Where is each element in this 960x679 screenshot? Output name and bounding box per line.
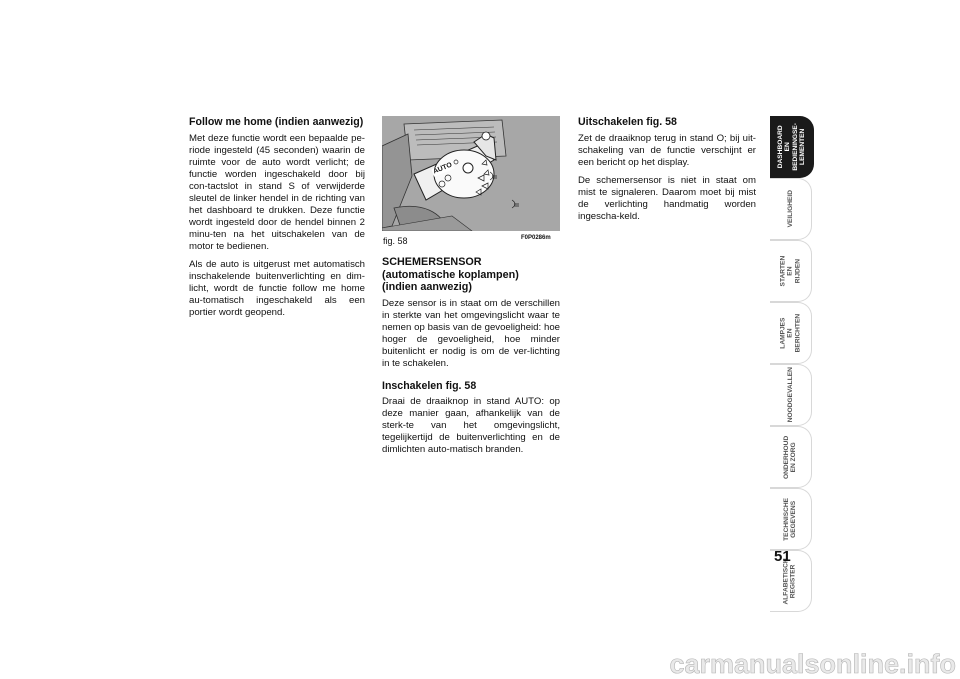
figure-caption: fig. 58	[383, 236, 408, 246]
tab-label: ONDERHOUD EN ZORG	[783, 435, 798, 479]
tab-label: ALFABETISCH REGISTER	[783, 557, 798, 605]
auto-label: AUTO	[432, 161, 454, 176]
uitschakelen-heading: Uitschakelen fig. 58	[578, 116, 677, 128]
tab-label: NOODGEVALLEN	[786, 367, 794, 423]
column-middle	[382, 256, 560, 462]
follow-me-home-heading: Follow me home (indien aanwezig)	[189, 116, 364, 128]
page-number: 51	[774, 548, 791, 565]
tab-label: VEILIGHEID	[786, 190, 794, 228]
tab-starten-en-rijden[interactable]	[770, 240, 812, 302]
tab-technische-gegevens[interactable]	[770, 488, 812, 550]
tab-label: TECHNISCHE GEGEVENS	[783, 497, 798, 541]
tab-noodgevallen[interactable]	[770, 364, 812, 426]
light-switch-drawing	[382, 116, 560, 231]
inschakelen-body: Draai de draaiknop in stand AUTO: op deze manier gaan, afhankelijk van de sterk-te van het omgevingslicht, tegelijkertijd de buitenverlichting en de dimlichten auto-matisch branden.	[382, 396, 560, 455]
figure-code: F0P0286m	[521, 235, 551, 241]
uitschakelen-paragraph-1: Zet de draaiknop terug in stand O; bij uit-schakeling van de functie verschijnt er een bericht op het display.	[578, 132, 756, 168]
watermark-text: carmanualsonline.info	[669, 649, 956, 679]
tab-label: DASHBOARD EN BEDIENINGSE- LEMENTEN	[777, 123, 807, 171]
tab-lampjes-en-berichten[interactable]	[770, 302, 812, 364]
uitschakelen-paragraph-2: De schemersensor is niet in staat om mist te signaleren. Daarom moet bij mist de verlichting handmatig worden ingescha-keld.	[578, 174, 756, 222]
follow-me-home-paragraph-2: Als de auto is uitgerust met automatisch inschakelende buitenverlichting en dim-licht, wordt de functie follow me home au-tomatisch ingeschakeld als een portier wordt geopend.	[189, 258, 365, 318]
follow-me-home-paragraph-1: Met deze functie wordt een bepaalde pe-riode ingesteld (45 seconden) waarin de ruimte voor de auto wordt verlicht; de functie worden ingeschakeld door bij con-tactslot in stand S of verwijderde sleutel de linker hendel in de richting van het dashboard te drukken. Deze functie wordt ingesteld door de hendel binnen 2 minu-ten na het uitschakelen van de motor te bedienen.	[189, 132, 365, 252]
tab-veiligheid[interactable]	[770, 178, 812, 240]
schemersensor-title: SCHEMERSENSOR (automatische koplampen) (indien aanwezig)	[382, 256, 519, 293]
tab-label: LAMPJES EN BERICHTEN	[779, 313, 802, 353]
tab-onderhoud-en-zorg[interactable]	[770, 426, 812, 488]
figure-58-illustration	[382, 116, 560, 231]
tab-label: STARTEN EN RIJDEN	[779, 255, 802, 287]
inschakelen-heading: Inschakelen fig. 58	[382, 379, 477, 392]
schemersensor-intro: Deze sensor is in staat om de verschillen in sterkte van het omgevingslicht waar te nemen op basis van de gevoeligheid: hoe hoger de gevoeligheid, hoe minder buitenlicht er nodig is om de ver-lichting in te schakelen.	[382, 297, 560, 369]
tab-dashboard[interactable]	[770, 116, 814, 178]
column-right	[578, 116, 756, 229]
column-left	[189, 116, 365, 325]
watermark	[0, 643, 960, 679]
